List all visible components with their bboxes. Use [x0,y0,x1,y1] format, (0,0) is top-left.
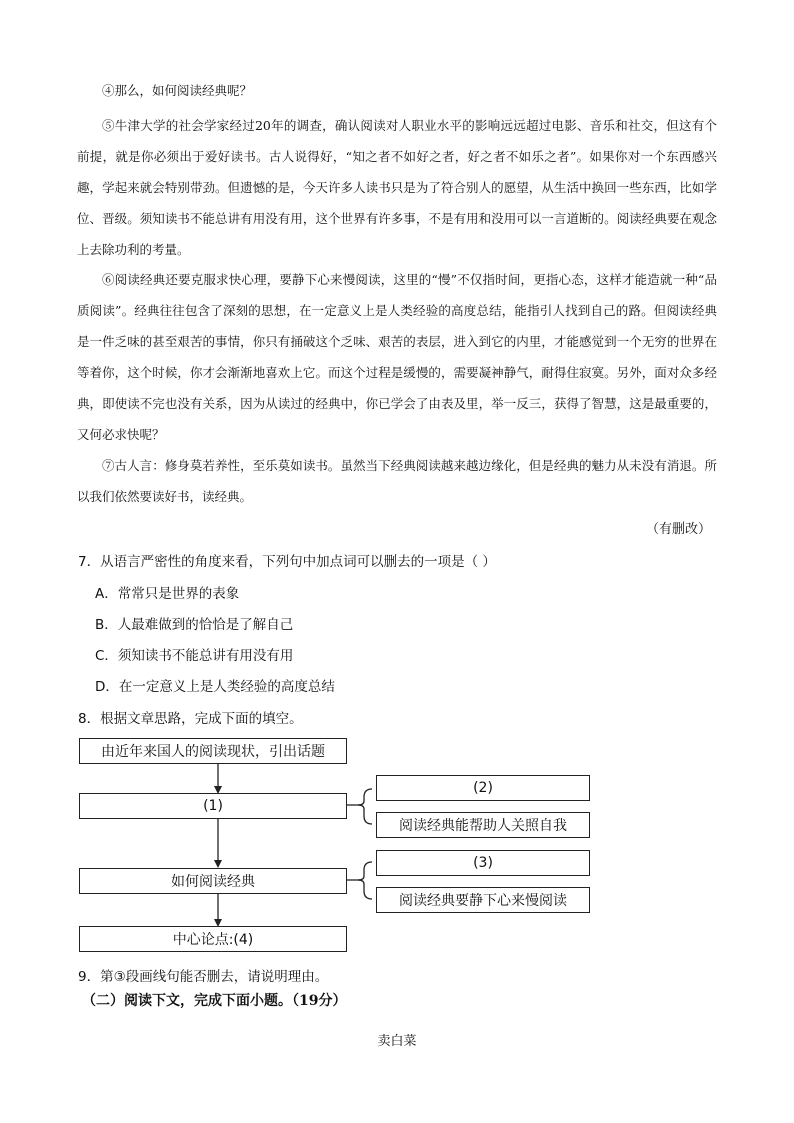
question-7-option-c: C．须知读书不能总讲有用没有用 [95,648,294,664]
question-7-option-b: B．人最难做到的恰恰是了解自己 [95,617,294,633]
question-7-stem: 7．从语言严密性的角度来看，下列句中加点词可以删去的一项是（ ） [78,554,496,570]
flow-box-blank-3: (3) [376,850,590,876]
story-title: 卖白菜 [377,1034,417,1049]
revision-note: （有删改） [645,522,711,537]
flow-box-intro: 由近年来国人的阅读现状，引出话题 [79,738,347,764]
question-8-stem: 8．根据文章思路，完成下面的填空。 [78,711,303,727]
flow-box-thesis: 中心论点:(4) [79,926,347,952]
paragraph-7: ⑦古人言：修身莫若养性，至乐莫如读书。虽然当下经典阅读越来越边缘化，但是经典的魅力从未没有消退。所以我们依然要读好书，读经典。 [77,458,717,504]
section-2-heading: （二）阅读下文，完成下面小题。（19分） [82,993,347,1009]
flow-box-slow-reading: 阅读经典要静下心来慢阅读 [376,887,590,913]
question-9-stem: 9．第③段画线句能否删去，请说明理由。 [78,969,329,985]
flow-box-self-care: 阅读经典能帮助人关照自我 [376,812,590,838]
brace-1 [358,789,372,824]
paragraph-4: ④那么，如何阅读经典呢？ [102,83,253,98]
flow-box-blank-2: (2) [376,775,590,801]
paragraph-5: ⑤牛津大学的社会学家经过20年的调查，确认阅读对人职业水平的影响远远超过电影、音乐和社交，但这有个前提，就是你必须出于爱好读书。古人说得好，“知之者不如好之者，好之者不如乐之者”。如果你对一个东西感兴趣，学起来就会特别带劲。但遗憾的是，今天许多人读书只是为了符合别人的愿望，从生活中换回一些东西，比如学位、晋级。须知读书不能总讲有用没有用，这个世界有许多事，不是有用和没用可以一言道断的。阅读经典要在观念上去除功利的考量。 [77,118,717,257]
flow-box-blank-1: (1) [79,793,347,819]
arrow-head-2 [214,860,222,868]
question-7-option-d: D．在一定意义上是人类经验的高度总结 [95,679,335,695]
paragraph-6: ⑥阅读经典还要克服求快心理，要静下心来慢阅读，这里的“慢”不仅指时间，更指心态，这样才能造就一种“品质阅读”。经典往往包含了深刻的思想，在一定意义上是人类经验的高度总结，能指引人找到自己的路。但阅读经典是一件乏味的甚至艰苦的事情，你只有捅破这个乏味、艰苦的表层，进入到它的内里，才能感觉到一个无穷的世界在等着你，这个时候，你才会渐渐地喜欢上它。而这个过程是缓慢的，需要凝神静气，耐得住寂寞。另外，面对众多经典，即使读不完也没有关系，因为从读过的经典中，你已学会了由表及里，举一反三，获得了智慧，这是最重要的，又何必求快呢？ [77,272,717,442]
question-7-option-a: A．常常只是世界的表象 [95,586,240,602]
brace-2 [358,862,372,899]
flow-box-how-to-read: 如何阅读经典 [79,868,347,894]
